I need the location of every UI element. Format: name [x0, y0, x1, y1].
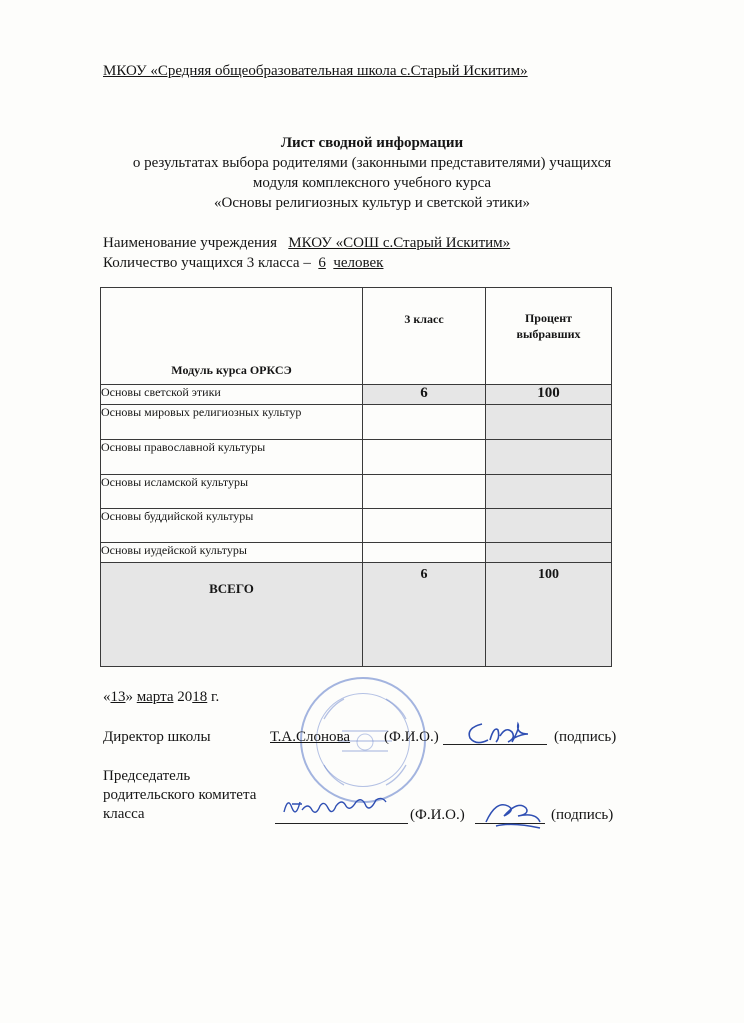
institution-value: МКОУ «СОШ с.Старый Искитим» [288, 235, 511, 251]
row-count [363, 440, 486, 475]
school-name: МКОУ «Средняя общеобразовательная школа с.Старый Искитим» [103, 63, 528, 79]
date-close-quote: » [125, 689, 133, 705]
title-line-4: «Основы религиозных культур и светской этики» [214, 195, 530, 211]
table-row [101, 440, 612, 475]
row-percent [486, 475, 612, 509]
date-year-prefix: 20 [177, 689, 193, 705]
row-percent [486, 440, 612, 475]
director-fio-label: (Ф.И.О.) [384, 729, 439, 745]
document-title [0, 133, 744, 213]
header-module: Модуль курса ОРКСЭ [101, 288, 363, 385]
table-row [101, 543, 612, 563]
chair-handwritten-name [278, 792, 410, 820]
table-row [101, 405, 612, 440]
date-open-quote: « [103, 689, 111, 705]
chair-fio-label: (Ф.И.О.) [410, 807, 465, 823]
total-row [101, 563, 612, 667]
table-row [101, 475, 612, 509]
row-module: Основы мировых религиозных культур [101, 405, 363, 440]
chair-sign-label: (подпись) [551, 807, 614, 823]
row-count [363, 405, 486, 440]
table-row [101, 385, 612, 405]
header-class: 3 класс [363, 288, 486, 385]
row-module: Основы православной культуры [101, 440, 363, 475]
date-year-suffix: 18 [192, 689, 208, 705]
table-header [101, 288, 612, 385]
row-percent: 100 [486, 385, 612, 405]
date-day: 13 [110, 689, 126, 705]
title-line-1: Лист сводной информации [280, 135, 464, 151]
row-percent [486, 405, 612, 440]
row-count [363, 509, 486, 543]
header-percent-line2: выбравших [516, 327, 581, 341]
director-label: Директор школы [103, 729, 211, 745]
row-module: Основы буддийской культуры [101, 509, 363, 543]
chair-label [103, 767, 256, 824]
row-module: Основы исламской культуры [101, 475, 363, 509]
director-sign-label: (подпись) [554, 729, 617, 745]
count-value: 6 [318, 255, 326, 271]
chair-signature [478, 796, 548, 830]
row-percent [486, 543, 612, 563]
total-label: ВСЕГО [101, 563, 363, 667]
row-percent [486, 509, 612, 543]
director-signature [460, 718, 540, 748]
count-label: Количество учащихся 3 класса – [103, 255, 311, 271]
title-line-2: о результатах выбора родителями (законными представителями) учащихся [132, 155, 612, 171]
row-count: 6 [363, 385, 486, 405]
table-row [101, 509, 612, 543]
header-percent [486, 288, 612, 385]
count-unit: человек [333, 255, 384, 271]
header-percent-line1: Процент [524, 311, 573, 325]
count-line [103, 253, 510, 273]
title-line-3: модуля комплексного учебного курса [252, 175, 492, 191]
row-module: Основы иудейской культуры [101, 543, 363, 563]
institution-line [103, 233, 510, 253]
date-month: марта [136, 689, 174, 705]
director-name: Т.А.Слонова [270, 729, 351, 745]
results-table [100, 287, 612, 667]
chair-label-line2: родительского комитета [103, 787, 257, 803]
institution-label: Наименование учреждения [103, 235, 278, 251]
total-count: 6 [363, 563, 486, 667]
row-module: Основы светской этики [101, 385, 363, 405]
document-date [103, 689, 219, 706]
chair-label-line3: класса [103, 806, 145, 822]
row-count [363, 543, 486, 563]
chair-label-line1: Председатель [103, 768, 191, 784]
meta-info [103, 233, 510, 273]
row-count [363, 475, 486, 509]
total-percent: 100 [486, 563, 612, 667]
date-year-end: г. [207, 689, 220, 705]
